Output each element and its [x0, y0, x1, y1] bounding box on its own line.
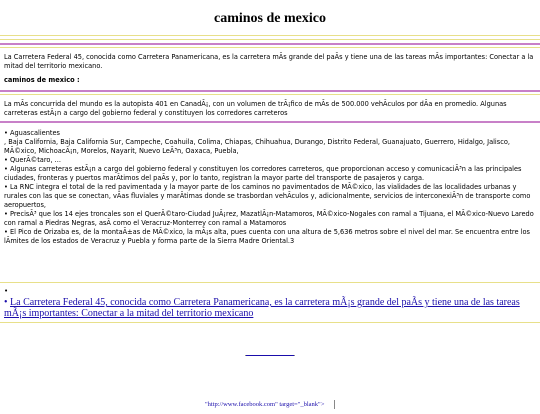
- list-item: , Baja California, Baja California Sur, Campeche, Coahuila, Colima, Chiapas, Chihuahua, Durango, Distrito Federal, Guanajuato, Guerrero, Hidalgo, Jalisco, MÃ©xico, MichoacÃ¡n, Morelos, Nayarit, Nuevo LeÃ³n, Oaxaca, Puebla,: [4, 138, 510, 155]
- mini-nav: [0, 341, 540, 351]
- list-item: • PrecisÃ³ que los 14 ejes troncales son el QuerÃ©taro-Ciudad JuÃ¡rez, MazatlÃ¡n-Matamoros, MÃ©xico-Nogales con ramal a Tijuana, el MÃ©xico-Nuevo Laredo con ramal a Piedras Negras, asÃ como el Veracruz-Monterrey con ramal a Matamoros: [4, 210, 534, 227]
- divider: [0, 322, 540, 323]
- divider: [0, 90, 540, 92]
- divider: [0, 282, 540, 283]
- page-title: caminos de mexico: [214, 11, 326, 26]
- list-item: • Aguascalientes: [4, 129, 60, 137]
- section-heading: caminos de mexico :: [4, 76, 80, 84]
- link-bullet: •: [4, 297, 8, 308]
- list-item: • El Pico de Orizaba es, de la montaÃ±as de MÃ©xico, la mÃ¡s alta, pues cuenta con una altura de 5,636 metros sobre el nivel del mar. Se encuentra entre los lÃmites de los estados de Veracruz y Puebla y forma parte de la Sierra Madre Oriental.3: [4, 228, 530, 245]
- footer-link[interactable]: "http://www.facebook.com" target="_blank">: [204, 400, 325, 408]
- divider: [0, 94, 540, 95]
- divider: [0, 121, 540, 123]
- link-item: [0, 297, 540, 319]
- article-link[interactable]: La Carretera Federal 45, conocida como Carretera Panamericana, es la carretera mÃ¡s grande del paÃs y tiene una de las tareas mÃ¡s importantes: Conectar a la mitad del territorio mexicano: [4, 297, 520, 319]
- empty-bullet: •: [4, 287, 9, 295]
- list-item: • QuerÃ©taro, ...: [4, 156, 61, 164]
- section-paragraph: La mÃs concurrida del mundo es la autopista 401 en CanadÃ¡, con un volumen de trÃ¡fico de mÃs de 500.000 vehÃculos por dÃa en promedio. Algunas carreteras estÃ¡n a cargo del gobierno federal y constituyen los corredores carreteros: [4, 100, 507, 117]
- header-divider: [0, 35, 540, 49]
- intro-text: La Carretera Federal 45, conocida como Carretera Panamericana, es la carretera mÃs grande del paÃs y tiene una de las tareas mÃs importantes: Conectar a la mitad del territorio mexicano.: [4, 53, 534, 70]
- mini-link[interactable]: [246, 354, 294, 356]
- list-item: • Algunas carreteras estÃ¡n a cargo del gobierno federal y constituyen los corredores carreteros, que proporcionan acceso y comunicaciÃ³n a las principales ciudades, fronteras y puertos marÃtimos del paÃs y, por lo tanto, registran la mayor parte del transporte de pasajeros y carga.: [4, 165, 522, 182]
- states-list: [0, 129, 540, 246]
- list-item: • La RNC integra el total de la red pavimentada y la mayor parte de los caminos no pavimentados de MÃ©xico, las vialidades de las localidades urbanas y rurales con las que se conectan, vÃas fluviales y marÃtimas donde se trasbordan vehÃculos y, adicionalmente, servicios de interconexiÃ³n de transporte como aeropuertos,: [4, 183, 531, 209]
